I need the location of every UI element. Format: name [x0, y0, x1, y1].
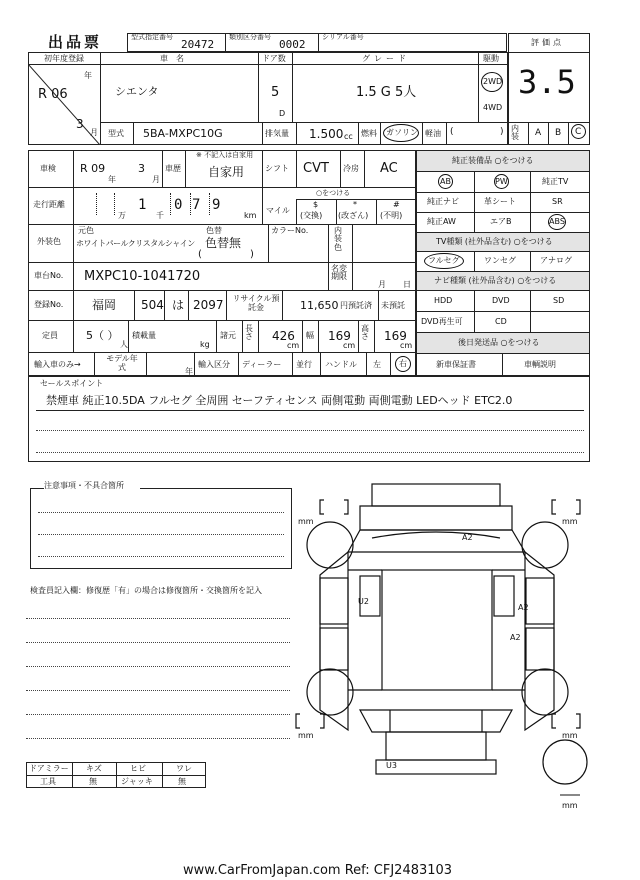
orig-color-label: 元色	[78, 226, 94, 235]
sales-point-label: セールスポイント	[40, 379, 104, 388]
name-change-label: 名変期限	[331, 264, 347, 282]
missing-value: 無	[178, 777, 186, 786]
missing-header: ワレ	[176, 764, 192, 773]
damage-mark-right-rear-door: A2	[510, 633, 521, 642]
unit-man: 万	[118, 211, 126, 220]
equip-abs: ABS	[549, 217, 565, 226]
grade-value: 1.5 G 5人	[356, 85, 417, 100]
tire-front-right	[522, 522, 568, 568]
unit-km: km	[244, 211, 257, 220]
hood-curve	[372, 532, 500, 538]
missing-header: キズ	[86, 764, 102, 773]
fuel-label: 燃料	[361, 129, 377, 138]
recycle-unpaid: 未預託	[381, 301, 405, 310]
drive-label: 駆動	[483, 54, 499, 63]
damage-mark-left-door: U2	[358, 597, 369, 606]
tv-analog: アナログ	[540, 256, 572, 265]
right-rear-door	[526, 628, 554, 670]
history-label: 車歴	[165, 164, 181, 173]
height-value: 169	[384, 329, 407, 343]
sales-point-text: 禁煙車 純正10.5DA フルセグ 全周囲 セーフティセンス 両側電動 両側電動 LEDヘッド ETC2.0	[46, 394, 513, 407]
car-damage-diagram	[290, 470, 600, 810]
std-equipment-header: 純正装備品 ○をつける	[452, 156, 534, 165]
mileage-digit: 1	[138, 197, 147, 213]
recycle-label: リサイクル預託金	[232, 294, 280, 313]
chassis-value: MXPC10-1041720	[84, 269, 201, 284]
left-side-panel	[320, 552, 348, 730]
mileage-digit: 7	[192, 197, 201, 213]
doors-suffix: D	[279, 109, 286, 118]
import-label: 輸入車のみ→	[34, 360, 81, 369]
left-rear-door	[320, 628, 348, 670]
width-label: 幅	[306, 331, 314, 340]
equip-pw: PW	[495, 177, 508, 186]
mileage-type-exchange: (交換)	[300, 211, 323, 220]
recycle-amount: 11,650	[300, 299, 339, 312]
nav-hdd: HDD	[434, 296, 453, 305]
nav-cd: CD	[495, 317, 507, 326]
mileage-type-unknown: (不明)	[380, 211, 403, 220]
docs-warranty: 新車保証書	[436, 360, 476, 369]
height-unit: cm	[400, 341, 413, 350]
inspection-year-unit: 年	[108, 175, 116, 184]
color-change-label: 色替	[206, 226, 222, 235]
inspection-year: R 09	[80, 162, 106, 175]
rear-window	[360, 710, 512, 732]
equip-navi: 純正ナビ	[427, 197, 459, 206]
capacity-label: 定員	[42, 331, 58, 340]
mileage-digit: 0	[174, 197, 183, 213]
name-change-day: 日	[403, 280, 411, 289]
right-front-door	[526, 578, 554, 624]
nav-header: ナビ種類 (社外品含む) ○をつける	[434, 276, 557, 285]
mileage-circle-note: ○をつける	[316, 189, 351, 197]
car-name-value: シエンタ	[115, 85, 159, 98]
interior-color-label: 内装色	[334, 226, 342, 252]
tire-rear-right	[522, 669, 568, 715]
shift-label: シフト	[265, 164, 289, 173]
mileage-digit: 9	[212, 197, 221, 213]
hood	[360, 506, 512, 530]
tire-unit: mm	[562, 731, 578, 740]
missing-header: ヒビ	[130, 764, 146, 773]
length-label: 長さ	[245, 324, 253, 342]
ac-value: AC	[380, 161, 398, 176]
size-label: 諸元	[220, 331, 236, 340]
reg-class: 504	[141, 298, 164, 312]
displacement-label: 排気量	[265, 129, 289, 138]
tire-unit: mm	[298, 731, 314, 740]
tire-unit: mm	[298, 517, 314, 526]
load-label: 積載量	[132, 331, 156, 340]
right-side-panel	[525, 552, 554, 730]
mileage-type-label: マイル	[266, 206, 290, 215]
left-front-door	[320, 578, 348, 624]
ac-label: 冷房	[343, 164, 359, 173]
load-unit: kg	[200, 340, 210, 349]
orig-color-value: ホワイトパールクリスタルシャイン	[76, 239, 195, 248]
tire-spare	[543, 740, 587, 784]
drive-4wd: 4WD	[483, 103, 503, 112]
handle-label: ハンドル	[325, 360, 357, 369]
drive-2wd: 2WD	[483, 77, 503, 86]
tire-rear-left	[307, 669, 353, 715]
tire-unit: mm	[562, 517, 578, 526]
docs-manual: 車輌説明	[524, 360, 556, 369]
damage-mark-hood: A2	[462, 533, 473, 542]
mileage-type-sym: *	[353, 200, 357, 209]
reg-area: 福岡	[92, 298, 117, 312]
right-pillar	[494, 576, 514, 616]
nav-dvd: DVD	[492, 296, 510, 305]
import-type-label: 輸入区分	[198, 360, 230, 369]
displacement-unit: cc	[344, 132, 353, 141]
equip-aw: 純正AW	[427, 217, 456, 226]
nav-dvd-play: DVD再生可	[421, 317, 463, 326]
first-reg-label: 初年度登録	[44, 54, 84, 63]
trunk	[386, 732, 486, 760]
equip-airbag: エアB	[490, 217, 512, 226]
color-change-value: 色替無	[205, 236, 242, 250]
damage-mark-rear-bumper: U3	[386, 761, 397, 770]
fuel-diesel: 軽油	[425, 129, 441, 138]
import-parallel: 並行	[296, 360, 312, 369]
shift-value: CVT	[303, 161, 329, 176]
evaluation-label: 評価点	[531, 38, 564, 47]
first-reg-month: 3	[76, 117, 84, 131]
damage-mark-right-front-door: A2	[518, 603, 529, 612]
evaluation-score: 3.5	[518, 63, 576, 101]
first-reg-year: R 06	[38, 87, 68, 102]
interior-label: 内装	[511, 124, 519, 141]
unit-sen: 千	[156, 211, 164, 220]
model-year-label: モデル年式	[106, 354, 138, 372]
tv-oneseg: ワンセグ	[484, 256, 516, 265]
car-name-label: 車 名	[160, 54, 184, 63]
fuel-gasoline: ガソリン	[386, 128, 418, 137]
mileage-label: 走行距離	[33, 200, 65, 209]
tv-header: TV種類 (社外品含む) ○をつける	[436, 237, 553, 246]
nav-sd: SD	[553, 296, 565, 305]
footer-watermark: www.CarFromJapan.com Ref: CFJ2483103	[183, 863, 453, 878]
type-no-value: 20472	[181, 38, 215, 51]
capacity-value: 5（ ）	[86, 329, 119, 342]
month-unit: 月	[90, 128, 98, 137]
model-label: 型式	[108, 129, 124, 138]
inspection-month-unit: 月	[152, 175, 160, 184]
inspection-month: 3	[138, 162, 145, 175]
mileage-digits	[76, 190, 256, 220]
tire-unit: mm	[562, 801, 578, 810]
height-label: 高さ	[361, 324, 369, 342]
chassis-label: 車台No.	[34, 271, 64, 280]
missing-value: 工具	[40, 777, 56, 786]
width-value: 169	[328, 329, 351, 343]
roof	[382, 570, 492, 690]
doors-value: 5	[271, 85, 280, 100]
grade-label: グレード	[362, 54, 410, 63]
missing-value: ジャッキ	[121, 777, 153, 786]
caution-label: 注意事項・不具合箇所	[44, 481, 124, 490]
class-no-value: 0002	[279, 38, 306, 51]
sales-point-section	[28, 376, 590, 462]
left-pillar	[360, 576, 380, 616]
interior-grade-b: B	[555, 128, 562, 138]
doors-label: ドア数	[262, 54, 286, 63]
name-change-month: 月	[378, 280, 386, 289]
length-unit: cm	[287, 341, 300, 350]
year-unit: 年	[84, 71, 92, 80]
type-no-label: 型式指定番号	[131, 33, 173, 41]
interior-grade-c: C	[575, 127, 582, 137]
recycle-unit: 円預託済	[340, 301, 372, 310]
windshield	[348, 530, 525, 552]
displacement-value: 1.500	[309, 127, 344, 141]
class-no-label: 類別区分番号	[229, 33, 271, 41]
serial-label: シリアル番号	[322, 33, 364, 41]
handle-left: 左	[373, 360, 381, 369]
reg-number: 2097	[193, 298, 224, 312]
interior-grade-a: A	[535, 128, 542, 138]
equip-leather: 革シート	[484, 197, 516, 206]
handle-right: 右	[399, 359, 407, 368]
model-year-unit: 年	[185, 367, 193, 376]
equip-ab: AB	[440, 177, 451, 186]
tire-front-left	[307, 522, 353, 568]
model-value: 5BA-MXPC10G	[143, 127, 223, 140]
history-value: 自家用	[208, 165, 245, 179]
mileage-type-sym: $	[313, 200, 319, 209]
front-bumper	[372, 484, 500, 506]
capacity-unit: 人	[120, 340, 128, 349]
inspection-label: 車検	[40, 164, 56, 173]
equip-tv: 純正TV	[542, 177, 569, 186]
color-code-label: カラーNo.	[271, 226, 309, 235]
docs-header: 後日発送品 ○をつける	[458, 338, 540, 347]
import-dealer: ディーラー	[242, 360, 282, 369]
sheet-title: 出品票	[48, 33, 103, 51]
mileage-type-sym: #	[393, 200, 400, 209]
equip-sr: SR	[552, 197, 563, 206]
reg-label: 登録No.	[34, 300, 64, 309]
missing-header: ドアミラー	[29, 764, 69, 773]
color-label: 外装色	[37, 237, 61, 246]
mileage-type-tampered: (改ざん)	[338, 211, 369, 220]
width-unit: cm	[343, 341, 356, 350]
missing-value: 無	[89, 777, 97, 786]
tv-fullseg: フルセグ	[428, 256, 460, 265]
inspector-label: 検査員記入欄：修復歴「有」の場合は修復箇所・交換箇所を記入	[30, 586, 262, 595]
length-value: 426	[272, 329, 295, 343]
history-note: ※ 不記入は自家用	[196, 151, 254, 159]
reg-kana: は	[172, 298, 185, 312]
